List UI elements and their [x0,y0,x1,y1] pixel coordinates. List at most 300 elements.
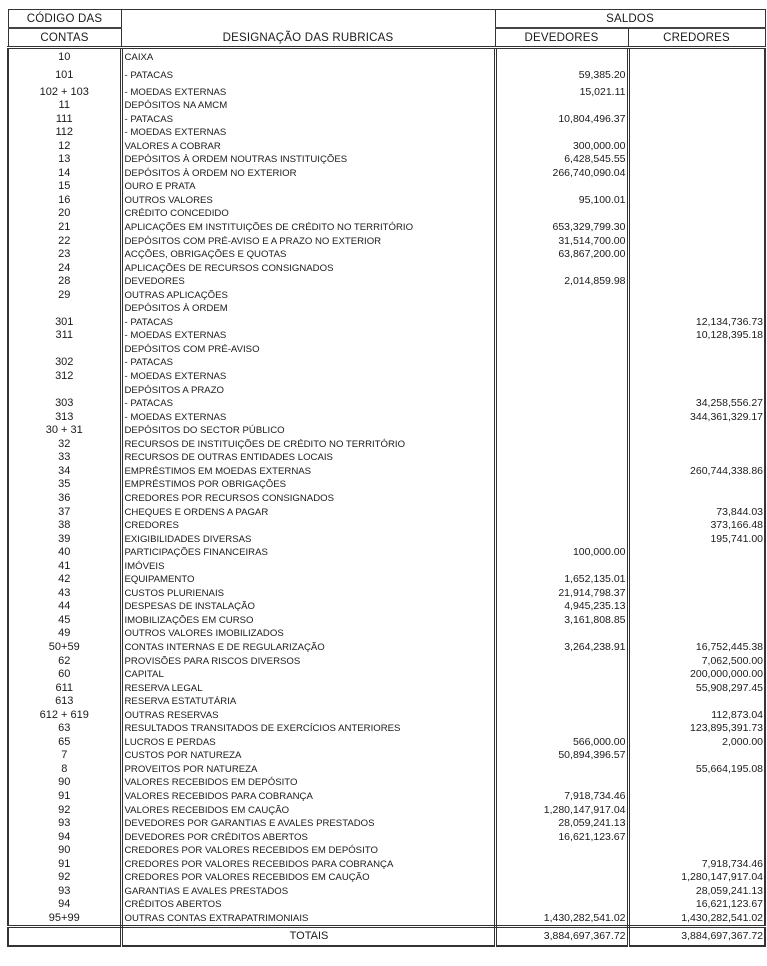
header-balances-group: SALDOS [495,10,765,29]
debit-balance [495,316,628,330]
account-description: ACÇÕES, OBRIGAÇÕES E QUOTAS [121,248,495,262]
debit-balance [495,302,628,316]
account-description: OURO E PRATA [121,180,495,194]
debit-balance: 100,000.00 [495,546,628,560]
account-description: - PATACAS [121,356,495,370]
table-row [8,424,765,438]
account-code [8,343,121,357]
account-code: 33 [8,451,121,465]
table-row [8,343,765,357]
account-description: - PATACAS [121,397,495,411]
account-code: 28 [8,275,121,289]
credit-balance [628,817,765,831]
credit-balance [628,831,765,845]
credit-balance [628,235,765,249]
account-code: 30 + 31 [8,424,121,438]
credit-balance [628,221,765,235]
debit-balance: 15,021.11 [495,86,628,100]
account-description: VALORES RECEBIDOS PARA COBRANÇA [121,790,495,804]
account-code: 63 [8,722,121,736]
account-code: 16 [8,194,121,208]
credit-balance: 112,873.04 [628,709,765,723]
table-row [8,316,765,330]
account-code: 62 [8,655,121,669]
credit-balance [628,478,765,492]
credit-balance [628,207,765,221]
account-code: 313 [8,411,121,425]
credit-balance: 1,280,147,917.04 [628,871,765,885]
credit-balance [628,343,765,357]
account-code: 45 [8,614,121,628]
account-code: 90 [8,776,121,790]
credit-balance: 55,908,297.45 [628,682,765,696]
account-code: 112 [8,126,121,140]
table-row [8,506,765,520]
credit-balance [628,627,765,641]
debit-balance [495,695,628,709]
account-code: 302 [8,356,121,370]
header-account-code-line2: CONTAS [8,28,121,48]
account-code: 39 [8,533,121,547]
account-description: - MOEDAS EXTERNAS [121,411,495,425]
debit-balance [495,438,628,452]
debit-balance: 300,000.00 [495,140,628,154]
header-account-code-line1: CÓDIGO DAS [8,10,121,29]
table-row [8,736,765,750]
credit-balance [628,600,765,614]
credit-balance: 344,361,329.17 [628,411,765,425]
credit-balance: 16,621,123.67 [628,898,765,912]
table-row [8,329,765,343]
account-description: CUSTOS PLURIENAIS [121,587,495,601]
credit-balance [628,180,765,194]
credit-balance [628,695,765,709]
account-code: 93 [8,817,121,831]
debit-balance [495,709,628,723]
header-debit: DEVEDORES [495,28,628,48]
credit-balance [628,844,765,858]
account-code: 611 [8,682,121,696]
debit-balance [495,262,628,276]
account-code: 301 [8,316,121,330]
account-description: DEPÓSITOS À ORDEM NO EXTERIOR [121,167,495,181]
account-code: 91 [8,790,121,804]
debit-balance [495,207,628,221]
account-description: - PATACAS [121,113,495,127]
debit-balance: 10,804,496.37 [495,113,628,127]
table-row [8,533,765,547]
debit-balance [495,722,628,736]
table-row [8,248,765,262]
account-description: CRÉDITO CONCEDIDO [121,207,495,221]
credit-balance: 34,258,556.27 [628,397,765,411]
credit-balance [628,587,765,601]
debit-balance: 3,264,238.91 [495,641,628,655]
table-row [8,48,765,65]
debit-balance [495,763,628,777]
account-code: 23 [8,248,121,262]
credit-balance [628,99,765,113]
credit-balance [628,438,765,452]
debit-balance [495,356,628,370]
account-description: DEPÓSITOS À ORDEM NOUTRAS INSTITUIÇÕES [121,153,495,167]
debit-balance [495,126,628,140]
account-description: LUCROS E PERDAS [121,736,495,750]
debit-balance [495,424,628,438]
table-row [8,194,765,208]
credit-balance [628,289,765,303]
table-row [8,912,765,927]
table-row [8,722,765,736]
debit-balance [495,289,628,303]
account-description: - PATACAS [121,316,495,330]
table-row [8,438,765,452]
credit-balance [628,370,765,384]
account-description: CREDORES [121,519,495,533]
account-description: APLICAÇÕES EM INSTITUIÇÕES DE CRÉDITO NO TERRITÓRIO [121,221,495,235]
table-body [8,48,765,927]
account-code [8,302,121,316]
account-description: - MOEDAS EXTERNAS [121,126,495,140]
account-code: 44 [8,600,121,614]
debit-balance [495,48,628,65]
debit-balance [495,397,628,411]
account-code: 60 [8,668,121,682]
table-row [8,167,765,181]
account-description: CUSTOS POR NATUREZA [121,749,495,763]
account-description: DEVEDORES POR GARANTIAS E AVALES PRESTADOS [121,817,495,831]
debit-balance: 2,014,859.98 [495,275,628,289]
table-row [8,831,765,845]
credit-balance [628,194,765,208]
account-description: EMPRÉSTIMOS POR OBRIGAÇÕES [121,478,495,492]
table-row [8,858,765,872]
account-code: 13 [8,153,121,167]
table-row [8,655,765,669]
credit-balance [628,424,765,438]
balance-sheet [7,9,764,947]
account-description: RESULTADOS TRANSITADOS DE EXERCÍCIOS ANTERIORES [121,722,495,736]
account-description: - MOEDAS EXTERNAS [121,370,495,384]
account-code: 14 [8,167,121,181]
debit-balance: 50,894,396.57 [495,749,628,763]
debit-balance [495,492,628,506]
debit-balance: 95,100.01 [495,194,628,208]
table-row [8,411,765,425]
debit-balance [495,384,628,398]
header-credit: CREDORES [628,28,765,48]
account-description: VALORES A COBRAR [121,140,495,154]
table-row [8,65,765,86]
account-description: OUTRAS APLICAÇÕES [121,289,495,303]
credit-balance [628,356,765,370]
account-description: DEPÓSITOS COM PRÉ-AVISO E A PRAZO NO EXTERIOR [121,235,495,249]
debit-balance [495,655,628,669]
table-row [8,790,765,804]
account-description: PROVEITOS POR NATUREZA [121,763,495,777]
table-row [8,587,765,601]
debit-balance [495,506,628,520]
account-description: CHEQUES E ORDENS A PAGAR [121,506,495,520]
debit-balance [495,898,628,912]
account-code: 92 [8,871,121,885]
table-row [8,776,765,790]
table-row [8,207,765,221]
table-row [8,356,765,370]
account-description: RECURSOS DE OUTRAS ENTIDADES LOCAIS [121,451,495,465]
credit-balance [628,451,765,465]
debit-balance: 1,280,147,917.04 [495,804,628,818]
table-row [8,817,765,831]
table-row [8,289,765,303]
account-code: 36 [8,492,121,506]
credit-balance: 373,166.48 [628,519,765,533]
debit-balance [495,844,628,858]
account-code: 613 [8,695,121,709]
credit-balance: 195,741.00 [628,533,765,547]
account-description: DEVEDORES [121,275,495,289]
debit-balance: 3,161,808.85 [495,614,628,628]
account-code: 21 [8,221,121,235]
account-code [8,384,121,398]
account-description: RESERVA ESTATUTÁRIA [121,695,495,709]
table-row [8,546,765,560]
credit-balance [628,790,765,804]
table-row [8,600,765,614]
debit-balance [495,329,628,343]
credit-balance [628,776,765,790]
table-row [8,492,765,506]
table-row [8,682,765,696]
account-description: - MOEDAS EXTERNAS [121,329,495,343]
table-row [8,370,765,384]
account-description: DEPÓSITOS A PRAZO [121,384,495,398]
account-description: OUTROS VALORES [121,194,495,208]
account-description: IMÓVEIS [121,560,495,574]
credit-balance [628,546,765,560]
account-description: PROVISÕES PARA RISCOS DIVERSOS [121,655,495,669]
account-description: VALORES RECEBIDOS EM CAUÇÃO [121,804,495,818]
account-code: 49 [8,627,121,641]
debit-balance [495,533,628,547]
account-code: 35 [8,478,121,492]
credit-balance [628,86,765,100]
debit-balance: 653,329,799.30 [495,221,628,235]
totals-label: TOTAIS [121,927,495,947]
credit-balance [628,749,765,763]
account-description: RESERVA LEGAL [121,682,495,696]
account-description: DEPÓSITOS DO SECTOR PÚBLICO [121,424,495,438]
credit-balance: 200,000,000.00 [628,668,765,682]
account-description: DEPÓSITOS À ORDEM [121,302,495,316]
account-description: CREDORES POR VALORES RECEBIDOS PARA COBRANÇA [121,858,495,872]
credit-balance [628,302,765,316]
debit-balance: 1,652,135.01 [495,573,628,587]
debit-balance [495,560,628,574]
debit-balance [495,519,628,533]
account-code: 43 [8,587,121,601]
table-row [8,262,765,276]
table-row [8,478,765,492]
credit-balance: 10,128,395.18 [628,329,765,343]
table-row [8,397,765,411]
credit-balance [628,492,765,506]
totals-debit: 3,884,697,367.72 [495,927,628,947]
totals-code-cell [8,927,121,947]
credit-balance: 73,844.03 [628,506,765,520]
account-description: CAIXA [121,48,495,65]
debit-balance [495,343,628,357]
debit-balance: 59,385.20 [495,65,628,86]
totals-row [8,927,765,947]
account-code: 40 [8,546,121,560]
credit-balance [628,384,765,398]
account-description: CONTAS INTERNAS E DE REGULARIZAÇÃO [121,641,495,655]
table-row [8,695,765,709]
account-description: OUTRAS RESERVAS [121,709,495,723]
debit-balance: 566,000.00 [495,736,628,750]
debit-balance: 28,059,241.13 [495,817,628,831]
account-code: 11 [8,99,121,113]
table-row [8,641,765,655]
credit-balance [628,140,765,154]
account-description: EQUIPAMENTO [121,573,495,587]
table-row [8,275,765,289]
account-code: 22 [8,235,121,249]
totals-credit: 3,884,697,367.72 [628,927,765,947]
account-description: DEPÓSITOS NA AMCM [121,99,495,113]
account-code: 111 [8,113,121,127]
account-code: 8 [8,763,121,777]
debit-balance [495,99,628,113]
account-description: GARANTIAS E AVALES PRESTADOS [121,885,495,899]
debit-balance: 63,867,200.00 [495,248,628,262]
trial-balance-table [7,9,766,947]
account-code: 94 [8,831,121,845]
account-description: - MOEDAS EXTERNAS [121,86,495,100]
table-row [8,614,765,628]
account-code: 15 [8,180,121,194]
credit-balance [628,614,765,628]
credit-balance: 2,000.00 [628,736,765,750]
table-row [8,140,765,154]
account-description: EXIGIBILIDADES DIVERSAS [121,533,495,547]
table-row [8,804,765,818]
credit-balance: 16,752,445.38 [628,641,765,655]
account-description: DESPESAS DE INSTALAÇÃO [121,600,495,614]
account-description: CREDORES POR RECURSOS CONSIGNADOS [121,492,495,506]
debit-balance: 1,430,282,541.02 [495,912,628,927]
credit-balance [628,275,765,289]
debit-balance: 6,428,545.55 [495,153,628,167]
debit-balance [495,465,628,479]
table-row [8,451,765,465]
debit-balance: 31,514,700.00 [495,235,628,249]
header-description: DESIGNAÇÃO DAS RUBRICAS [121,10,495,48]
account-code: 42 [8,573,121,587]
debit-balance [495,871,628,885]
account-description: CRÉDITOS ABERTOS [121,898,495,912]
account-code: 10 [8,48,121,65]
account-description: CREDORES POR VALORES RECEBIDOS EM CAUÇÃO [121,871,495,885]
table-row [8,99,765,113]
debit-balance [495,682,628,696]
table-row [8,302,765,316]
credit-balance: 7,918,734.46 [628,858,765,872]
credit-balance [628,262,765,276]
table-row [8,180,765,194]
debit-balance [495,451,628,465]
account-code: 91 [8,858,121,872]
account-description: APLICAÇÕES DE RECURSOS CONSIGNADOS [121,262,495,276]
account-description: OUTRAS CONTAS EXTRAPATRIMONIAIS [121,912,495,927]
table-row [8,871,765,885]
table-row [8,519,765,533]
account-code: 29 [8,289,121,303]
account-code: 20 [8,207,121,221]
account-description: PARTICIPAÇÕES FINANCEIRAS [121,546,495,560]
account-description: - PATACAS [121,65,495,86]
table-row [8,763,765,777]
credit-balance [628,48,765,65]
credit-balance [628,248,765,262]
table-row [8,709,765,723]
account-description: EMPRÉSTIMOS EM MOEDAS EXTERNAS [121,465,495,479]
account-description: OUTROS VALORES IMOBILIZADOS [121,627,495,641]
table-row [8,113,765,127]
table-row [8,749,765,763]
credit-balance [628,126,765,140]
account-description: DEPÓSITOS COM PRÉ-AVISO [121,343,495,357]
credit-balance [628,167,765,181]
credit-balance [628,153,765,167]
account-code: 90 [8,844,121,858]
account-code: 612 + 619 [8,709,121,723]
account-code: 37 [8,506,121,520]
table-row [8,384,765,398]
account-code: 12 [8,140,121,154]
debit-balance [495,885,628,899]
debit-balance: 4,945,235.13 [495,600,628,614]
account-code: 311 [8,329,121,343]
account-code: 303 [8,397,121,411]
account-code: 50+59 [8,641,121,655]
table-row [8,573,765,587]
account-description: VALORES RECEBIDOS EM DEPÓSITO [121,776,495,790]
account-code: 38 [8,519,121,533]
debit-balance: 7,918,734.46 [495,790,628,804]
debit-balance [495,411,628,425]
credit-balance: 12,134,736.73 [628,316,765,330]
account-code: 94 [8,898,121,912]
credit-balance [628,573,765,587]
account-description: IMOBILIZAÇÕES EM CURSO [121,614,495,628]
debit-balance [495,858,628,872]
account-code: 95+99 [8,912,121,927]
account-description: CAPITAL [121,668,495,682]
table-row [8,627,765,641]
account-description: RECURSOS DE INSTITUIÇÕES DE CRÉDITO NO TERRITÓRIO [121,438,495,452]
account-code: 41 [8,560,121,574]
debit-balance: 21,914,798.37 [495,587,628,601]
credit-balance [628,113,765,127]
account-code: 7 [8,749,121,763]
debit-balance [495,668,628,682]
table-row [8,86,765,100]
credit-balance [628,560,765,574]
debit-balance [495,180,628,194]
account-code: 24 [8,262,121,276]
